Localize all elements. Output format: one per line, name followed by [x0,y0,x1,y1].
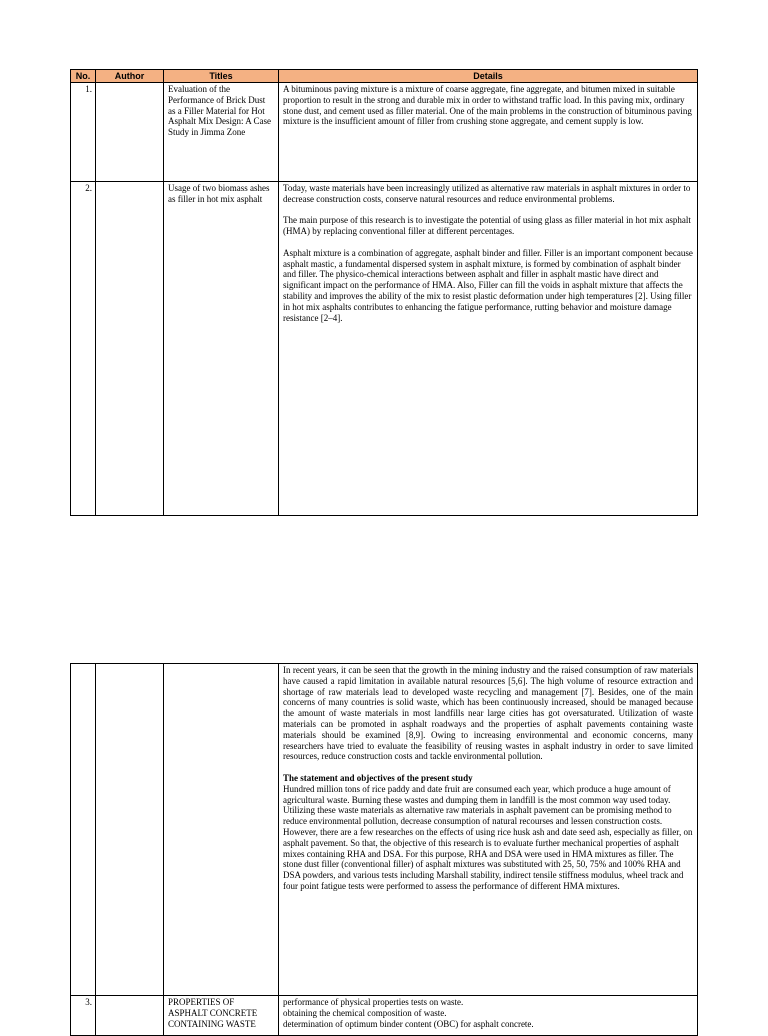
row-number [71,664,96,996]
table-row [71,182,698,516]
detail-line: obtaining the chemical composition of waste. [283,1007,447,1018]
row-author [96,996,164,1036]
header-titles: Titles [164,70,279,83]
title-line: ASPHALT CONCRETE [168,1007,258,1018]
literature-table-page1 [70,69,698,516]
header-details: Details [279,70,698,83]
title-line: CONTAINING WASTE [168,1018,256,1029]
detail-paragraph: Asphalt mixture is a combination of aggregate, asphalt binder and filler. Filler is an important component because asphalt mastic, a fundamental dispersed system in asphalt mixture, is formed by combination of asphalt binder and filler. The physico-chemical interactions between asphalt and filler in asphalt mastic have direct and significant impact on the performance of HMA. Also, Filler can fill the voids in asphalt mixture that affects the stability and improves the ability of the mix to resist plastic deformation under high temperatures [2]. Using filler in hot mix asphalts contributes to enhancing the fatigue performance, rutting behavior and moisture damage resistance [2–4]. [283,247,693,323]
table-header-row [71,70,698,83]
detail-paragraph: Today, waste materials have been increasingly utilized as alternative raw materials in asphalt mixtures in order to decrease construction costs, conserve natural resources and reduce environmental problems. [283,183,691,204]
row-author [96,664,164,996]
header-no: No. [71,70,96,83]
table-row [71,996,698,1036]
detail-paragraph: A bituminous paving mixture is a mixture of coarse aggregate, fine aggregate, and bitumen mixed in suitable proportion to result in the strong and durable mix in order to withstand traffic load. In this paving mix, ordinary stone dust, and cement used as filler material. One of the main problems in the construction of bituminous paving mixture is the insufficient amount of filler from crushing stone aggregate, and cement supply is low. [283,84,692,127]
row-details [279,996,698,1036]
detail-paragraph: Hundred million tons of rice paddy and date fruit are consumed each year, which produce a huge amount of agricultural waste. Burning these wastes and dumping them in landfill is the most common way used today. Utilizing these waste materials as alternative raw materials in asphalt pavement can be promising method to reduce environmental pollution, decrease consumption of natural recourses and lessen construction costs. However, there are a few researches on the effects of using rice husk ash and date seed ash, especially as filler, on asphalt pavement. So that, the objective of this research is to evaluate further mechanical properties of asphalt mixes containing RHA and DSA. For this purpose, RHA and DSA were used in HMA mixtures as filler. The stone dust filler (conventional filler) of asphalt mixtures was substituted with 25, 50, 75% and 100% RHA and DSA powders, and various tests including Marshall stability, indirect tensile stiffness modulus, wheel track and four point fatigue tests were performed to assess the performance of different HMA mixtures. [283,783,693,891]
section-subheading: The statement and objectives of the present study [283,772,473,783]
row-number: 3. [71,996,96,1036]
row-title: Usage of two biomass ashes as filler in hot mix asphalt [164,182,279,516]
table-row [71,83,698,182]
table-row-continued [71,664,698,996]
literature-table-page2 [70,663,698,1036]
row-author [96,182,164,516]
detail-line: determination of optimum binder content (OBC) for asphalt concrete. [283,1018,534,1029]
row-title [164,996,279,1036]
detail-paragraph: In recent years, it can be seen that the growth in the mining industry and the raised consumption of raw materials have caused a rapid limitation in available natural resources [5,6]. The high volume of resource extraction and shortage of raw materials lead to developed waste recycling and management [7]. Besides, one of the main concerns of many countries is solid waste, which has been continuously increased, should be managed because the amount of waste materials in most landfills near large cities has got oversaturated. Utilization of waste materials can be promoted in asphalt roadways and the properties of asphalt pavements containing waste materials should be examined [8,9]. Owing to increasing environmental and economic concerns, many researchers have tried to evaluate the feasibility of reusing wastes in asphalt industry in order to save limited resources, reduce construction costs and tackle environmental pollution. [283,665,693,762]
row-number: 1. [71,83,96,182]
row-number: 2. [71,182,96,516]
title-line: PROPERTIES OF [168,997,235,1007]
row-title [164,664,279,996]
row-author [96,83,164,182]
row-title: Evaluation of the Performance of Brick Dust as a Filler Material for Hot Asphalt Mix Design: A Case Study in Jimma Zone [164,83,279,182]
header-author: Author [96,70,164,83]
row-details [279,83,698,182]
detail-line: performance of physical properties tests on waste. [283,997,464,1007]
detail-paragraph: The main purpose of this research is to investigate the potential of using glass as filler material in hot mix asphalt (HMA) by replacing conventional filler at different percentages. [283,215,691,237]
row-details [279,664,698,996]
row-details [279,182,698,516]
